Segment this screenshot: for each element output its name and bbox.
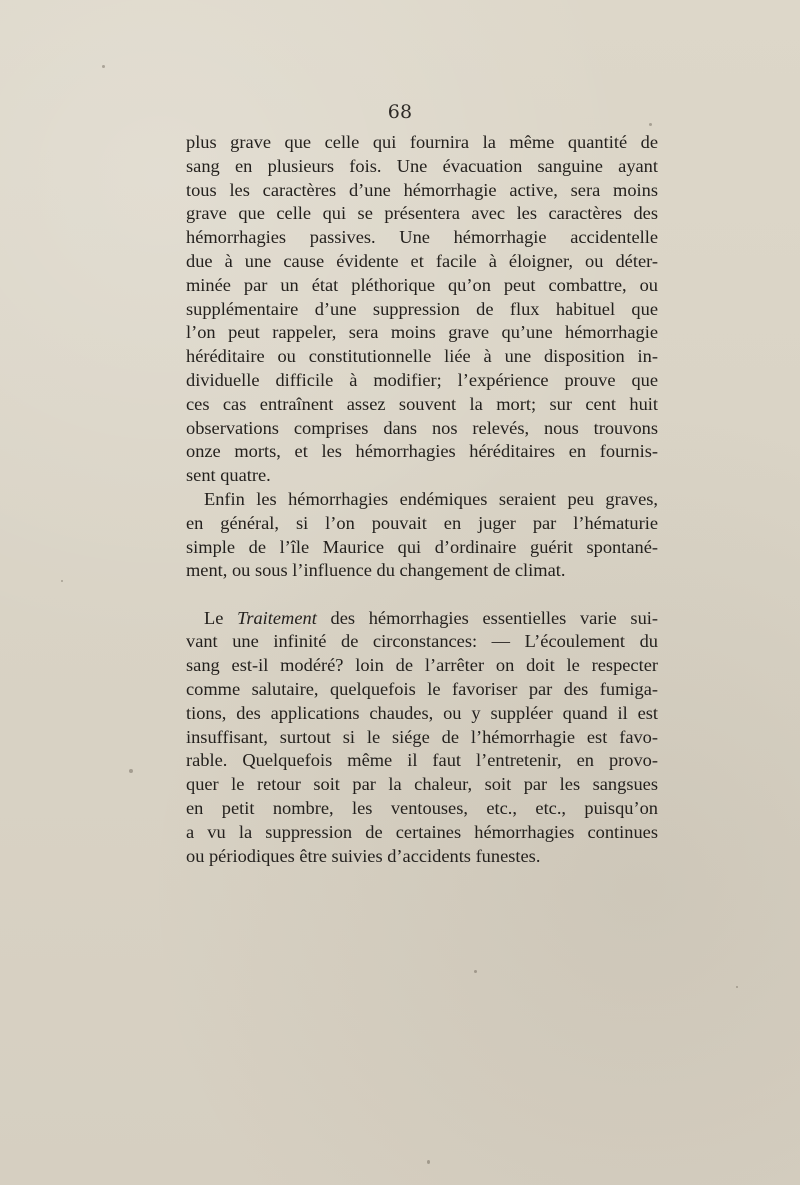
text-line: tous les caractères d’une hémorrhagie active, sera moins xyxy=(186,179,658,200)
text-line: Enfin les hémorrhagies endémiques seraient peu graves, xyxy=(204,488,658,509)
text-line: ment, ou sous l’influence du changement de climat. xyxy=(186,560,566,581)
text-line: a vu la suppression de certaines hémorrhagies continues xyxy=(186,821,658,842)
text-line: tions, des applications chaudes, ou y suppléer quand il est xyxy=(186,702,658,723)
text-line: vant une infinité de circonstances: — L’écoulement du xyxy=(186,631,658,652)
paragraph xyxy=(186,488,658,583)
text-line: onze morts, et les hémorrhagies héréditaires en fournis- xyxy=(186,441,658,462)
paragraph-gap xyxy=(186,583,658,607)
text-line: dividuelle difficile à modifier; l’expérience prouve que xyxy=(186,369,658,390)
text-line: rable. Quelquefois même il faut l’entretenir, en provo- xyxy=(186,750,658,771)
text-line: ces cas entraînent assez souvent la mort; sur cent huit xyxy=(186,393,658,414)
text-line: sent quatre. xyxy=(186,465,271,486)
paper-speck xyxy=(102,65,105,68)
text-run: des hémorrhagies essentielles varie sui- xyxy=(316,607,658,628)
text-line: en petit nombre, les ventouses, etc., etc., puisqu’on xyxy=(186,798,658,819)
paper-speck xyxy=(427,1160,430,1164)
text-line: sang est-il modéré? loin de l’arrêter on doit le respecter xyxy=(186,655,658,676)
text-run: Le xyxy=(204,607,238,628)
text-line: hémorrhagies passives. Une hémorrhagie accidentelle xyxy=(186,227,658,248)
text-line: quer le retour soit par la chaleur, soit par les sangsues xyxy=(186,774,658,795)
text-line: sang en plusieurs fois. Une évacuation sanguine ayant xyxy=(186,155,658,176)
text-line: supplémentaire d’une suppression de flux habituel que xyxy=(186,298,658,319)
text-line: minée par un état pléthorique qu’on peut combattre, ou xyxy=(186,274,658,295)
text-line: insuffisant, surtout si le siége de l’hémorrhagie est favo- xyxy=(186,726,658,747)
text-line: plus grave que celle qui fournira la même quantité de xyxy=(186,132,658,152)
paper-speck xyxy=(129,769,133,773)
text-line: observations comprises dans nos relevés, nous trouvons xyxy=(186,417,658,438)
paragraph xyxy=(186,607,658,869)
text-line: héréditaire ou constitutionnelle liée à une disposition in- xyxy=(186,346,658,367)
page-number: 68 xyxy=(387,101,413,123)
italic-term: Traitement xyxy=(237,607,317,628)
paper-speck xyxy=(474,970,477,973)
paper-speck xyxy=(736,986,738,988)
text-line: ou périodiques être suivies d’accidents funestes. xyxy=(186,845,541,866)
text-line xyxy=(186,607,658,631)
text-line: grave que celle qui se présentera avec les caractères des xyxy=(186,203,658,224)
text-line: due à une cause évidente et facile à éloigner, ou déter- xyxy=(186,250,658,271)
text-line: en général, si l’on pouvait en juger par l’hématurie xyxy=(186,512,658,533)
paper-speck xyxy=(61,580,63,582)
text-line: l’on peut rappeler, sera moins grave qu’une hémorrhagie xyxy=(186,322,658,343)
text-line: comme salutaire, quelquefois le favoriser par des fumiga- xyxy=(186,679,658,700)
paragraph xyxy=(186,131,658,488)
body-text xyxy=(186,131,658,868)
text-line: simple de l’île Maurice qui d’ordinaire guérit spontané- xyxy=(186,536,658,557)
paper-speck xyxy=(649,123,652,126)
